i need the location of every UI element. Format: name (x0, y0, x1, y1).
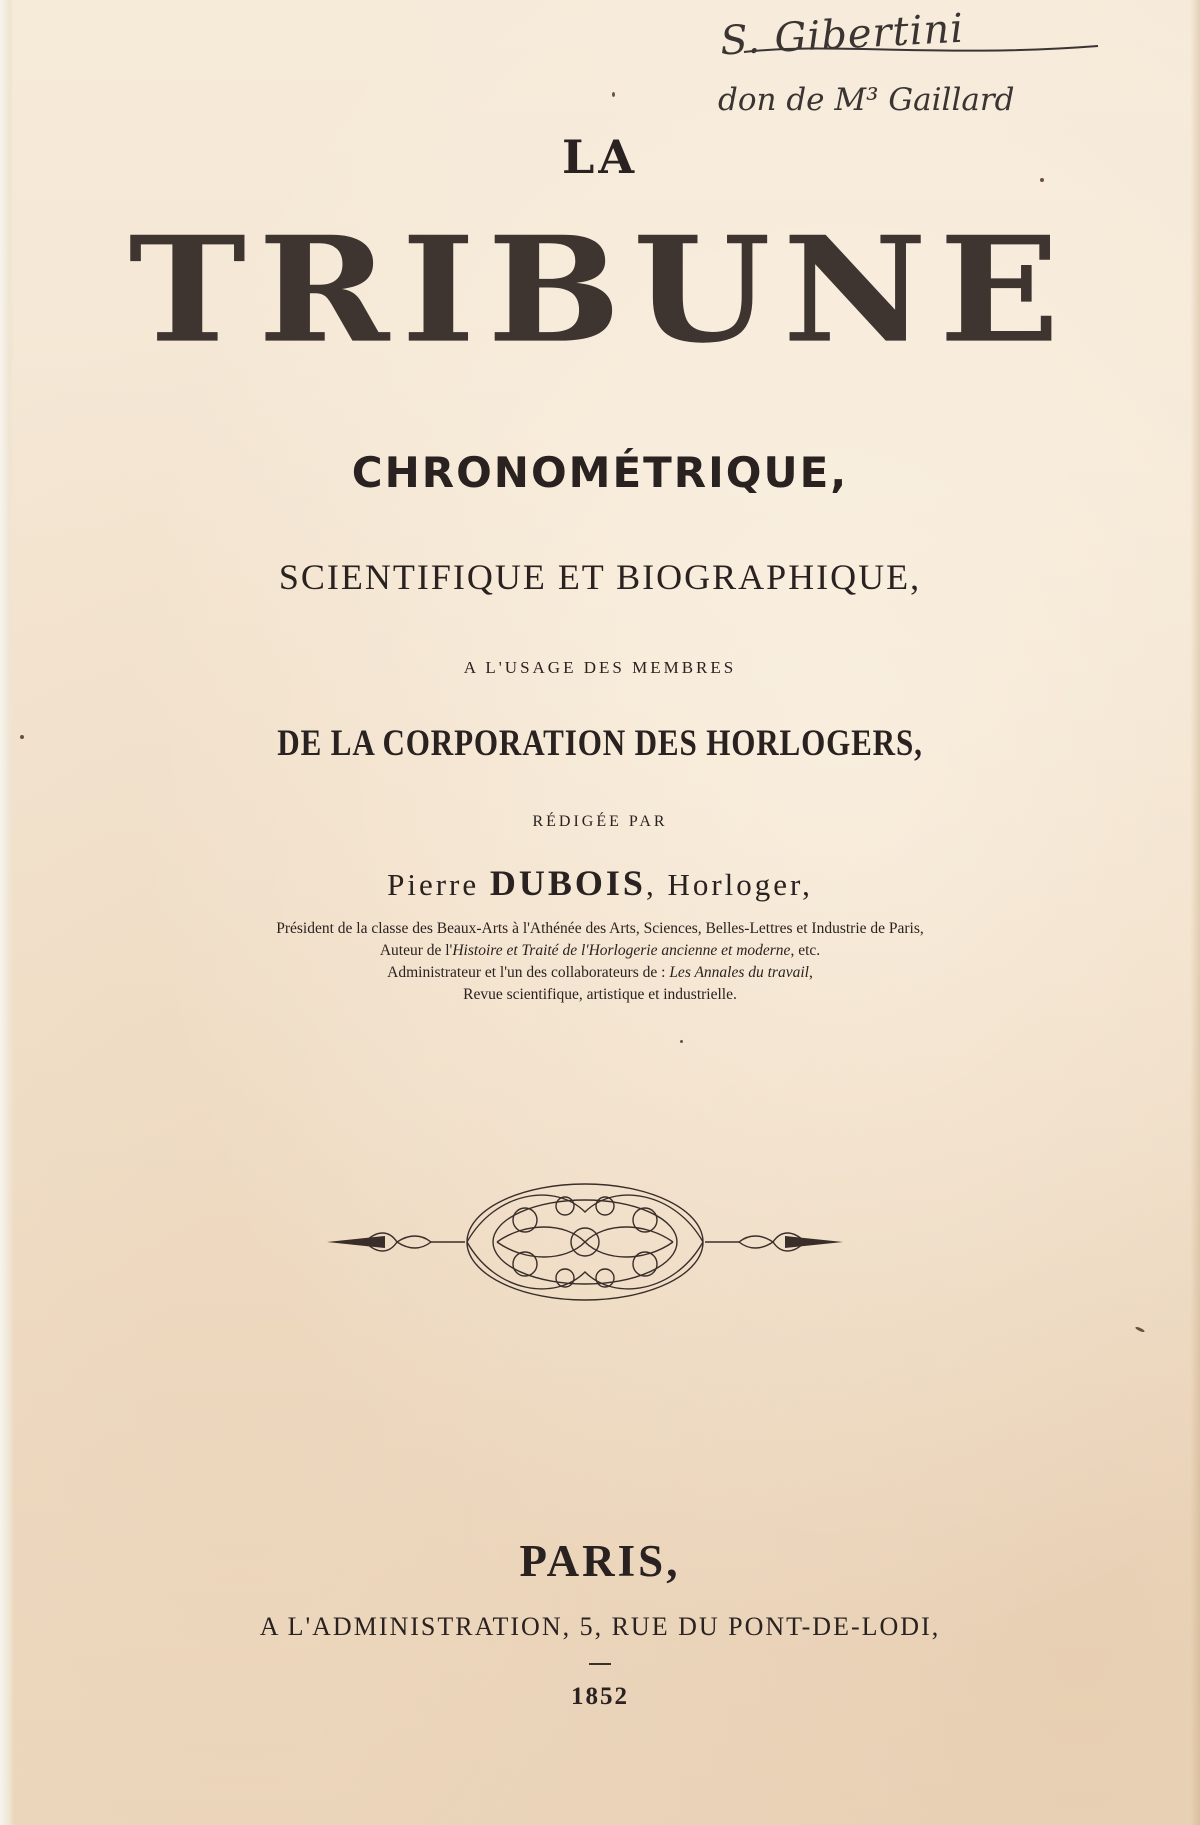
credentials-line: Président de la classe des Beaux-Arts à l'Athénée des Arts, Sciences, Belles-Lettres et Industrie de Paris, (276, 920, 924, 937)
handwritten-inscription-line2: don de M³ Gaillard (718, 82, 1015, 118)
imprint-address: A L'ADMINISTRATION, 5, RUE DU PONT-DE-LODI, (259, 1612, 941, 1641)
credentials-line (0, 940, 1200, 962)
credentials-book-title: Histoire et Traité de l'Horlogerie ancienne et moderne (452, 942, 791, 959)
author-line (0, 862, 1200, 904)
subtitle-chronometrique: CHRONOMÉTRIQUE, (351, 448, 849, 497)
credentials-text: , etc. (790, 942, 821, 959)
title-article: LA (561, 130, 639, 184)
redigee-par-line: RÉDIGÉE PAR (532, 813, 668, 830)
paper-speck (1040, 178, 1044, 182)
credentials-text: Administrateur et l'un des collaborateurs de : (387, 964, 670, 981)
handwritten-inscription-line1: S. Gibertini (719, 5, 966, 65)
paper-speck (680, 1040, 683, 1043)
short-rule (589, 1663, 611, 1665)
credentials-text: , (808, 964, 813, 981)
paper-speck (612, 92, 615, 97)
credentials-line: Revue scientifique, artistique et industrielle. (463, 986, 737, 1003)
paper-speck (20, 735, 24, 739)
author-credentials (0, 918, 1200, 1006)
corporation-line: DE LA CORPORATION DES HORLOGERS, (277, 723, 923, 764)
subtitle-scientifique: SCIENTIFIQUE ET BIOGRAPHIQUE, (278, 557, 922, 597)
publication-year: 1852 (571, 1683, 629, 1710)
author-name: DUBOIS (489, 863, 646, 903)
credentials-text: Auteur de l' (379, 942, 453, 959)
main-title: TRIBUNE (128, 205, 1072, 376)
usage-line: A L'USAGE DES MEMBRES (463, 658, 737, 677)
credentials-journal-title: Les Annales du travail (669, 964, 809, 981)
paper-speck (1135, 1326, 1145, 1333)
inscription-underline (742, 38, 1102, 60)
imprint-city: PARIS, (519, 1536, 681, 1586)
author-suffix: , Horloger, (645, 867, 813, 902)
author-prefix: Pierre (387, 867, 490, 902)
flourish-ornament (325, 1172, 845, 1312)
credentials-line (0, 962, 1200, 984)
